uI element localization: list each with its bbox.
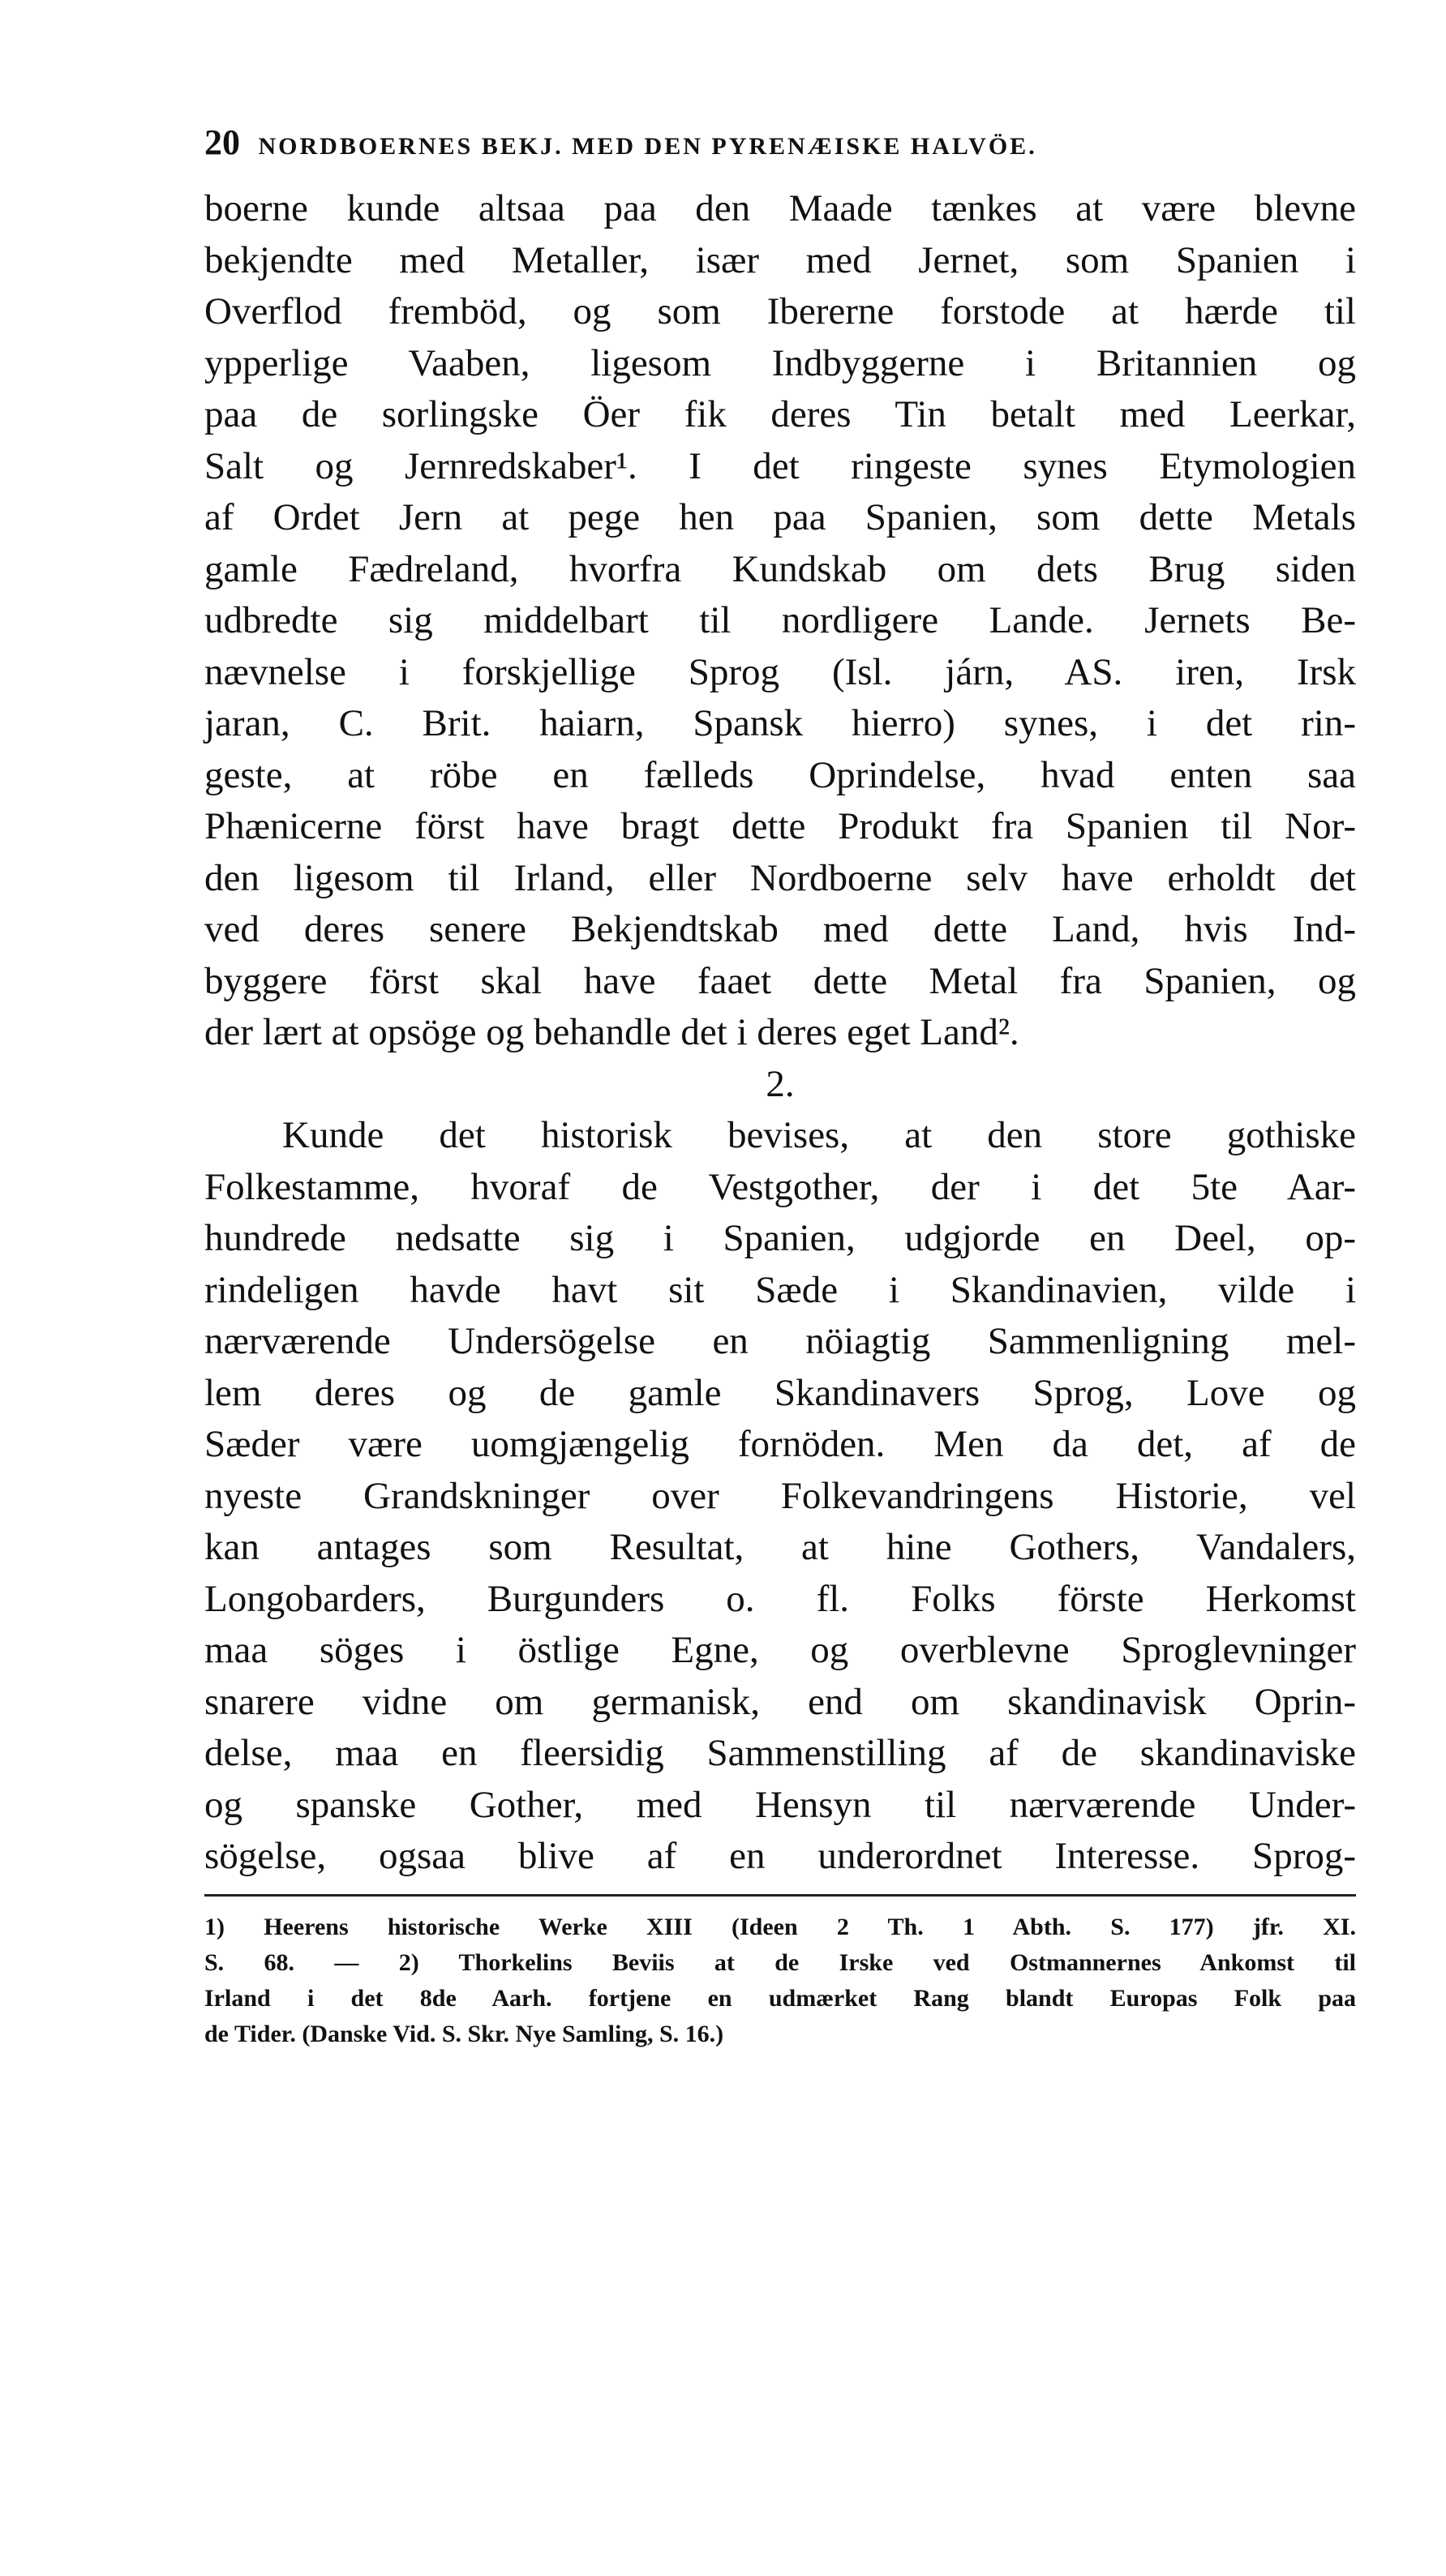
text-line: snarere vidne om germanisk, end om skandinavisk Oprin-: [204, 1680, 1356, 1723]
text-line: hundrede nedsatte sig i Spanien, udgjorde en Deel, op-: [204, 1217, 1356, 1259]
text-line: Folkestamme, hvoraf de Vestgother, der i det 5te Aar-: [204, 1165, 1356, 1208]
text-line: geste, at röbe en fælleds Oprindelse, hvad enten saa: [204, 753, 1356, 796]
footnote-divider: [204, 1894, 1356, 1897]
text-line: Longobarders, Burgunders o. fl. Folks förste Herkomst: [204, 1577, 1356, 1620]
footnote-line: Irland i det 8de Aarh. fortjene en udmærket Rang blandt Europas Folk paa: [204, 1984, 1356, 2012]
page-number: 20: [204, 122, 240, 162]
footnotes: [204, 1909, 1356, 2052]
text-line: Kunde det historisk bevises, at den store gothiske: [282, 1114, 1356, 1156]
running-header: [204, 122, 1356, 162]
text-line: byggere först skal have faaet dette Metal fra Spanien, og: [204, 959, 1356, 1002]
text-line: maa söges i östlige Egne, og overblevne Sproglevninger: [204, 1629, 1356, 1671]
text-line: paa de sorlingske Öer fik deres Tin betalt med Leerkar,: [204, 393, 1356, 435]
text-line: ypperlige Vaaben, ligesom Indbyggerne i Britannien og: [204, 341, 1356, 384]
text-line: Salt og Jernredskaber¹. I det ringeste synes Etymologien: [204, 444, 1356, 487]
text-line: kan antages som Resultat, at hine Gothers, Vandalers,: [204, 1526, 1356, 1568]
footnote-line: de Tider. (Danske Vid. S. Skr. Nye Samling, S. 16.): [204, 2020, 724, 2047]
section-number: 2.: [766, 1062, 795, 1105]
text-line: nyeste Grandskninger over Folkevandringens Historie, vel: [204, 1474, 1356, 1517]
running-title: NORDBOERNES BEKJ. MED DEN PYRENÆISKE HALVÖE.: [258, 133, 1037, 160]
text-line: Sæder være uomgjængelig fornöden. Men da det, af de: [204, 1423, 1356, 1465]
text-line: lem deres og de gamle Skandinavers Sprog, Love og: [204, 1371, 1356, 1414]
text-line: nærværende Undersögelse en nöiagtig Sammenligning mel-: [204, 1320, 1356, 1362]
text-line: der lært at opsöge og behandle det i deres eget Land².: [204, 1011, 1019, 1053]
book-page: [204, 122, 1356, 2052]
text-line: bekjendte med Metaller, især med Jernet, som Spanien i: [204, 238, 1356, 281]
footnote-line: S. 68. — 2) Thorkelins Beviis at de Irske ved Ostmannernes Ankomst til: [204, 1948, 1356, 1976]
main-text: [204, 183, 1356, 1883]
text-line: Phænicerne först have bragt dette Produkt fra Spanien til Nor-: [204, 805, 1356, 847]
footnote-line: 1) Heerens historische Werke XIII (Ideen 2 Th. 1 Abth. S. 177) jfr. XI.: [204, 1913, 1356, 1940]
text-line: den ligesom til Irland, eller Nordboerne selv have erholdt det: [204, 856, 1356, 899]
text-line: og spanske Gother, med Hensyn til nærværende Under-: [204, 1783, 1356, 1826]
text-line: nævnelse i forskjellige Sprog (Isl. járn, AS. iren, Irsk: [204, 650, 1356, 693]
text-line: gamle Fædreland, hvorfra Kundskab om dets Brug siden: [204, 547, 1356, 590]
text-line: jaran, C. Brit. haiarn, Spansk hierro) synes, i det rin-: [204, 702, 1356, 744]
text-line: delse, maa en fleersidig Sammenstilling af de skandinaviske: [204, 1732, 1356, 1774]
text-line: boerne kunde altsaa paa den Maade tænkes at være blevne: [204, 187, 1356, 229]
text-line: ved deres senere Bekjendtskab med dette Land, hvis Ind-: [204, 908, 1356, 950]
text-line: sögelse, ogsaa blive af en underordnet Interesse. Sprog-: [204, 1835, 1356, 1877]
text-line: rindeligen havde havt sit Sæde i Skandinavien, vilde i: [204, 1268, 1356, 1311]
text-line: Overflod fremböd, og som Ibererne forstode at hærde til: [204, 290, 1356, 332]
text-line: af Ordet Jern at pege hen paa Spanien, som dette Metals: [204, 496, 1356, 538]
text-line: udbredte sig middelbart til nordligere Lande. Jernets Be-: [204, 599, 1356, 641]
